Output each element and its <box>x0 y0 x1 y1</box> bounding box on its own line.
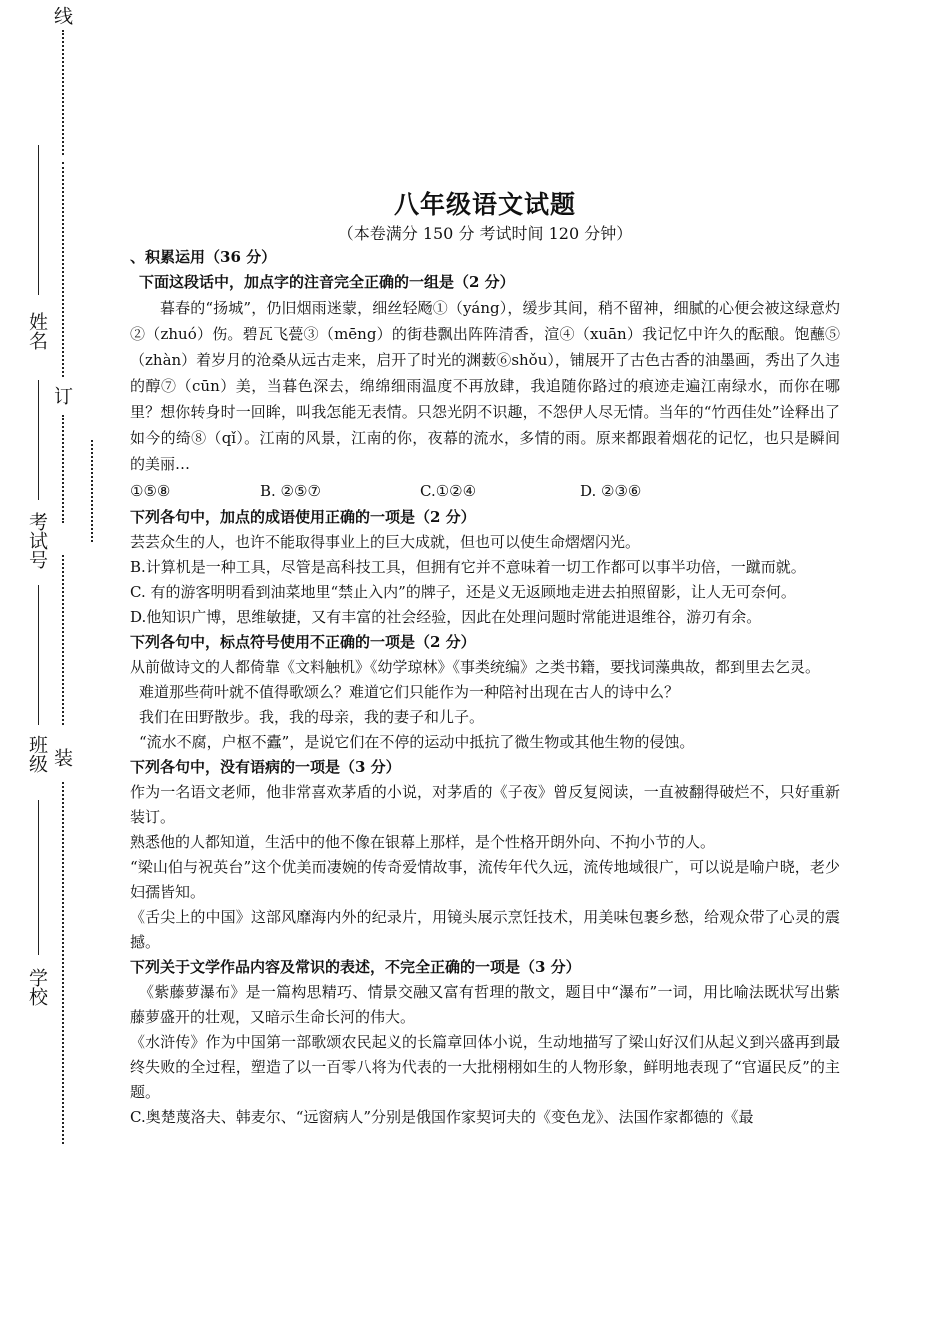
exam-subtitle: （本卷满分 150 分 考试时间 120 分钟） <box>337 224 633 243</box>
question-1-passage: 暮春的“扬城”，仍旧烟雨迷蒙，细丝轻飏①（yáng），缓步其间，稍不留神，细腻的心便会被这绿意灼②（zhuó）伤。碧瓦飞甍③（mēng）的街巷飘出阵阵清香，渲④（xuān）我记忆中许久的酝酿。饱蘸⑤（zhàn）着岁月的沧桑从远古走来，启开了时光的渊薮⑥shǒu），铺展开了古色古香的油墨画，秀出了久违的醇⑦（cūn）美，当暮色深去，绵绵细雨温度不再放肆，我追随你路过的痕迹走遍江南绿水，而你在哪里？想你转身时一回眸，叫我怎能无表情。只怨光阴不识趣，不怨伊人尽无情。当年的“竹西佳处”诠释出了如今的绮⑧（qǐ）。江南的风景，江南的你，夜幕的流水，多情的雨。原来都跟着烟花的记忆，也只是瞬间的美丽… <box>130 299 840 473</box>
question-3-option: 从前做诗文的人都倚靠《文料触机》《幼学琼林》《事类统编》之类书籍，要找词藻典故，都到里去乞灵。 <box>130 658 821 676</box>
class-underline <box>38 585 39 725</box>
binding-dotted-line <box>62 415 64 523</box>
binding-mark-zhuang: 装 <box>51 748 73 767</box>
question-4-option: 熟悉他的人都知道，生活中的他不像在银幕上那样，是个性格开朗外向、不拘小节的人。 <box>130 833 716 851</box>
question-5-stem: 下列关于文学作品内容及常识的表述，不完全正确的一项是（3 分） <box>130 958 581 976</box>
option-a: ①⑤⑧ <box>130 482 171 500</box>
question-5-option: 《紫藤萝瀑布》是一篇构思精巧、情景交融又富有哲理的散文，题目中“瀑布”一词，用比喻法既状写出紫藤萝盛开的壮观，又暗示生命长河的伟大。 <box>130 983 840 1026</box>
question-2-option: 芸芸众生的人，也许不能取得事业上的巨大成就，但也可以使生命熠熠闪光。 <box>130 533 641 551</box>
question-2-stem: 下列各句中，加点的成语使用正确的一项是（2 分） <box>130 508 476 526</box>
exam-content <box>130 185 840 1130</box>
question-5-option: C.奥楚蔑洛夫、韩麦尔、“远窗病人”分别是俄国作家契诃夫的《变色龙》、法国作家都德的《最 <box>130 1108 754 1126</box>
question-3-option: 难道那些荷叶就不值得歌颂么？难道它们只能作为一种陪衬出现在古人的诗中么？ <box>139 683 680 701</box>
binding-dotted-line <box>62 782 64 1144</box>
question-1-stem: 下面这段话中，加点字的注音完全正确的一组是（2 分） <box>139 273 515 291</box>
school-label: 学校 <box>26 968 48 1006</box>
question-3-option: “流水不腐，户枢不蠹”，是说它们在不停的运动中抵抗了微生物或其他生物的侵蚀。 <box>139 733 695 751</box>
question-5-option: 《水浒传》作为中国第一部歌颂农民起义的长篇章回体小说，生动地描写了梁山好汉们从起义到兴盛再到最终失败的全过程，塑造了以一百零八将为代表的一大批栩栩如生的人物形象，鲜明地表现了“官逼民反”的主题。 <box>130 1033 840 1101</box>
school-underline <box>38 800 39 955</box>
binding-dotted-line <box>91 440 93 542</box>
question-4-option: 《舌尖上的中国》这部风靡海内外的纪录片，用镜头展示烹饪技术，用美味包裹乡愁，给观众带了心灵的震撼。 <box>130 908 840 951</box>
question-4-option: 作为一名语文老师，他非常喜欢茅盾的小说，对茅盾的《子夜》曾反复阅读，一直被翻得破烂不，只好重新装订。 <box>130 783 840 826</box>
question-4-option: “梁山伯与祝英台”这个优美而凄婉的传奇爱情故事，流传年代久远，流传地域很广，可以说是喻户晓，老少妇孺皆知。 <box>130 858 840 901</box>
name-label: 姓名 <box>26 312 48 350</box>
question-2-option: B.计算机是一种工具，尽管是高科技工具，但拥有它并不意味着一切工作都可以事半功倍，一蹴而就。 <box>130 558 806 576</box>
question-4-stem: 下列各句中，没有语病的一项是（3 分） <box>130 758 401 776</box>
exam-number-underline <box>38 380 39 500</box>
name-underline <box>38 145 39 295</box>
question-2-option: D.他知识广博，思维敏捷，又有丰富的社会经验，因此在处理问题时常能进退维谷，游刃有余。 <box>130 608 762 626</box>
section-heading: 、积累运用（36 分） <box>130 248 277 266</box>
option-b: B. ②⑤⑦ <box>260 482 321 500</box>
binding-dotted-line <box>62 555 64 725</box>
question-2-option: C. 有的游客明明看到油菜地里“禁止入内”的牌子，还是义无返顾地走进去拍照留影，让人无可奈何。 <box>130 583 796 601</box>
question-3-option: 我们在田野散步。我，我的母亲，我的妻子和儿子。 <box>139 708 485 726</box>
class-label: 班级 <box>26 735 48 773</box>
option-c: C.①②④ <box>420 482 477 500</box>
exam-number-label: 考试号 <box>26 512 48 569</box>
binding-dotted-line <box>62 162 64 377</box>
question-3-stem: 下列各句中，标点符号使用不正确的一项是（2 分） <box>130 633 476 651</box>
question-1-options <box>130 477 840 505</box>
binding-mark-xian: 线 <box>51 6 73 25</box>
binding-mark-ding: 订 <box>51 386 73 405</box>
exam-title: 八年级语文试题 <box>393 190 576 219</box>
binding-dotted-line <box>62 30 64 155</box>
option-d: D. ②③⑥ <box>580 482 642 500</box>
